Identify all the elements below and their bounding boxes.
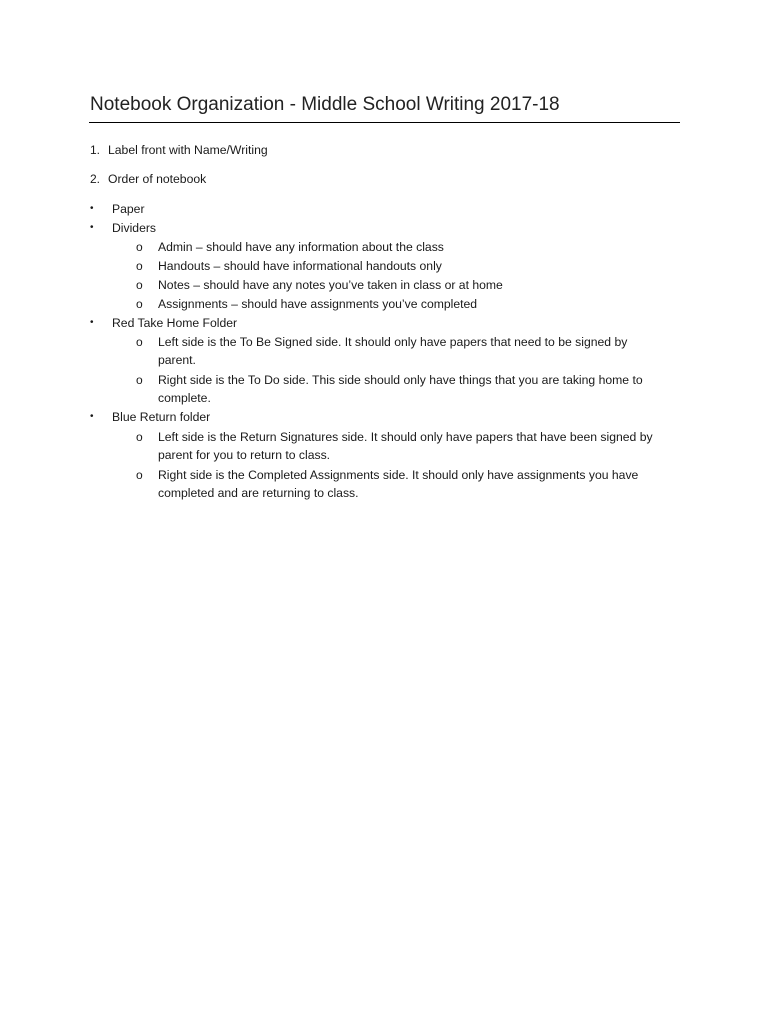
sub-item-text-continued: completed and are returning to class. <box>158 486 359 500</box>
sub-bullet-marker: o <box>136 335 143 349</box>
bullet-item-blue-folder: Blue Return folder <box>112 410 211 424</box>
step-text: Label front with Name/Writing <box>108 143 268 157</box>
sub-bullet-marker: o <box>136 240 143 254</box>
bullet-item-dividers: Dividers <box>112 221 157 235</box>
step-text: Order of notebook <box>108 172 207 186</box>
sub-bullet-marker: o <box>136 278 143 292</box>
sub-bullet-marker: o <box>136 373 143 387</box>
sub-item-text: Notes – should have any notes you’ve taken in class or at home <box>158 278 503 292</box>
sub-item-text: Handouts – should have informational handouts only <box>158 259 442 273</box>
sub-bullet-marker: o <box>136 259 143 273</box>
sub-item-text: Left side is the To Be Signed side. It should only have papers that need to be signed by <box>158 335 628 349</box>
bullet-marker: • <box>90 411 94 422</box>
bullet-marker: • <box>90 317 94 328</box>
sub-bullet-marker: o <box>136 430 143 444</box>
sub-bullet-marker: o <box>136 297 143 311</box>
step-number: 1. <box>90 143 101 157</box>
title-underline <box>89 122 680 123</box>
bullet-item-red-folder: Red Take Home Folder <box>112 316 238 330</box>
sub-item-text: Right side is the Completed Assignments side. It should only have assignments you have <box>158 468 639 482</box>
sub-item-text: Left side is the Return Signatures side. It should only have papers that have been signed by <box>158 430 653 444</box>
document-title: Notebook Organization - Middle School Writing 2017-18 <box>90 94 560 115</box>
sub-item-text: Assignments – should have assignments you’ve completed <box>158 297 478 311</box>
sub-bullet-marker: o <box>136 468 143 482</box>
bullet-item-paper: Paper <box>112 202 145 216</box>
sub-item-text: Right side is the To Do side. This side should only have things that you are taking home to <box>158 373 643 387</box>
bullet-marker: • <box>90 203 94 214</box>
sub-item-text: Admin – should have any information about the class <box>158 240 444 254</box>
step-number: 2. <box>90 172 101 186</box>
sub-item-text-continued: complete. <box>158 391 211 405</box>
bullet-marker: • <box>90 222 94 233</box>
sub-item-text-continued: parent for you to return to class. <box>158 448 331 462</box>
sub-item-text-continued: parent. <box>158 353 196 367</box>
